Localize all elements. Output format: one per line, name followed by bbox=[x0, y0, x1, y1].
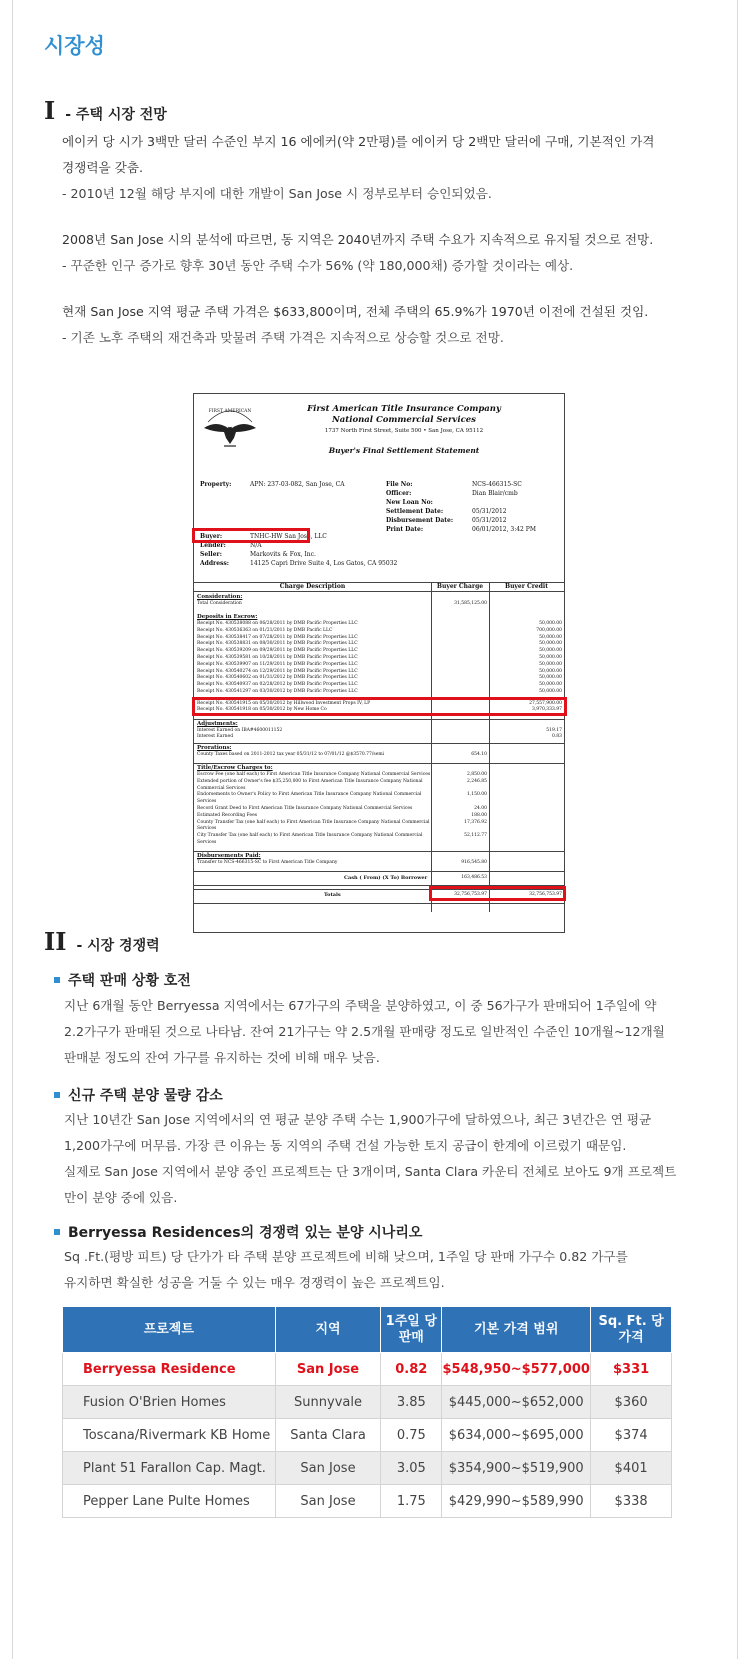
text-line: 2008년 San Jose 시의 분석에 따르면, 동 지역은 2040년까지 주택 수요가 지속적으로 유지될 것으로 전망. bbox=[62, 232, 654, 247]
field-row: Disbursement Date: 05/31/2012 bbox=[386, 517, 507, 524]
totals-charge: 32,756,753.97 bbox=[454, 892, 487, 897]
cell-price-range: $354,900~$519,900 bbox=[442, 1452, 591, 1485]
header-price-range: 기본 가격 범위 bbox=[442, 1307, 591, 1353]
col-desc: Charge Description bbox=[194, 583, 431, 592]
cell-region: Sunnyvale bbox=[275, 1386, 381, 1419]
cell-project: Pepper Lane Pulte Homes bbox=[63, 1485, 276, 1518]
cell-sqft-price: $331 bbox=[591, 1353, 672, 1386]
pro-row: County Taxes based on 2011-2012 tax year 05/31/12 to 07/01/12 @$3570.77/semi bbox=[197, 752, 385, 757]
statement-header bbox=[194, 394, 564, 577]
cell-price-range: $634,000~$695,000 bbox=[442, 1419, 591, 1452]
deposit-value: 50,000.00 bbox=[539, 661, 562, 667]
deposit-value: 50,000.00 bbox=[539, 655, 562, 660]
bullet-square-icon bbox=[54, 1229, 60, 1235]
disbursements-heading: Disbursements Paid: bbox=[197, 853, 261, 859]
statement-title: Buyer's Final Settlement Statement bbox=[328, 446, 480, 455]
consideration-heading: Consideration: bbox=[197, 594, 243, 600]
deposit-row: Receipt No. 430538088 on 06/28/2011 by DMB Pacific Properties LLC bbox=[197, 621, 358, 626]
bullet-2-text bbox=[64, 1107, 724, 1211]
col-charge: Buyer Charge bbox=[431, 583, 489, 592]
charges-table bbox=[194, 582, 564, 932]
highlight-value: 27,557,900.00 bbox=[529, 701, 562, 706]
cell-weekly-sales: 3.05 bbox=[381, 1452, 442, 1485]
header-sqft-price: Sq. Ft. 당 가격 bbox=[591, 1307, 672, 1353]
title-escrow-row: Extended portion of Owner's fee $35,250,000 to First American Title Insurance Company National bbox=[197, 778, 423, 784]
right-fields bbox=[386, 480, 536, 534]
company-address: 1737 North First Street, Suite 500 • San Jose, CA 95112 bbox=[324, 428, 484, 434]
title-escrow-value: 17,376.92 bbox=[464, 819, 487, 825]
cell-region: Santa Clara bbox=[275, 1419, 381, 1452]
cell-project: Berryessa Residence bbox=[63, 1353, 276, 1386]
deposit-row: Receipt No. 430540602 on 01/31/2012 by DMB Pacific Properties LLC bbox=[197, 675, 358, 681]
cell-price-range: $445,000~$652,000 bbox=[442, 1386, 591, 1419]
deposit-value: 50,000.00 bbox=[539, 682, 562, 688]
cell-region: San Jose bbox=[275, 1485, 381, 1518]
title-escrow-row: Services bbox=[197, 826, 217, 832]
section-1-para-3 bbox=[62, 299, 722, 351]
cell-price-range: $429,990~$589,990 bbox=[442, 1485, 591, 1518]
table-row bbox=[63, 1419, 672, 1452]
section-2-title: - 시장 경쟁력 bbox=[76, 938, 160, 954]
text-line: - 꾸준한 인구 증가로 향후 30년 동안 주택 수가 56% (약 180,000채) 증가할 것이라는 예상. bbox=[62, 258, 574, 273]
buyer-highlight-box bbox=[192, 528, 310, 543]
text-line: 현재 San Jose 지역 평균 주택 가격은 $633,800이며, 전체 주택의 65.9%가 1970년 이전에 건설된 것임. bbox=[62, 304, 649, 319]
text-line: 유지하면 확실한 성공을 거둘 수 있는 매우 경쟁력이 높은 프로젝트임. bbox=[64, 1275, 445, 1290]
bullet-square-icon bbox=[54, 1092, 60, 1098]
text-line: 지난 6개월 동안 Berryessa 지역에서는 67가구의 주택을 분양하였고, 이 중 56가구가 판매되어 1주일에 약 bbox=[64, 998, 657, 1013]
text-line: - 기존 노후 주택의 재건축과 맞물려 주택 가격은 지속적으로 상승할 것으로 전망. bbox=[62, 330, 504, 345]
settlement-statement-image bbox=[193, 393, 565, 933]
title-escrow-row: City Transfer Tax (one half each) to First American Title Insurance Company National Commercial bbox=[197, 833, 423, 839]
cell-weekly-sales: 3.85 bbox=[381, 1386, 442, 1419]
lender-row: Lender: N/A bbox=[200, 542, 262, 549]
deposit-row: Receipt No. 430540937 on 02/28/2012 by DMB Pacific Properties LLC bbox=[197, 682, 358, 688]
title-escrow-heading: Title/Escrow Charges to: bbox=[197, 765, 273, 771]
bullet-1-text bbox=[64, 993, 724, 1071]
section-1-roman: I bbox=[44, 96, 56, 125]
deposit-value: 700,000.00 bbox=[536, 627, 562, 633]
cell-sqft-price: $338 bbox=[591, 1485, 672, 1518]
highlight-row: Receipt No. 430541915 on 05/30/2012 by Hillwood Investment Props IV, LP bbox=[197, 701, 371, 706]
table-row bbox=[63, 1485, 672, 1518]
title-escrow-row: Escrow Fee (one half each) to First American Title Insurance Company National Commercial Services bbox=[197, 772, 431, 777]
disb-row: Transfer to NCS-466315-SC to First American Title Company bbox=[197, 860, 338, 865]
property-value: APN: 237-03-082, San Jose, CA bbox=[250, 481, 345, 488]
disb-value: 916,545.80 bbox=[461, 860, 487, 865]
company-line-1: First American Title Insurance Company bbox=[307, 404, 501, 414]
prorations-heading: Prorations: bbox=[197, 745, 232, 751]
company-name bbox=[274, 404, 534, 426]
field-row: Officer: Dian Blair/cmb bbox=[386, 490, 518, 497]
title-escrow-value: 24.00 bbox=[474, 806, 487, 811]
bullet-3-title: Berryessa Residences의 경쟁력 있는 분양 시나리오 bbox=[68, 1225, 423, 1241]
cash-value: 163,486.53 bbox=[461, 875, 487, 880]
title-escrow-row: Estimated Recording Fees bbox=[197, 812, 258, 818]
bullet-2 bbox=[54, 1085, 223, 1105]
cell-project: Toscana/Rivermark KB Home bbox=[63, 1419, 276, 1452]
deposit-value: 50,000.00 bbox=[539, 648, 562, 654]
title-escrow-value: 2,850.00 bbox=[466, 772, 487, 777]
totals-highlight-box bbox=[429, 886, 566, 901]
section-1-para-2 bbox=[62, 227, 722, 279]
cell-price-range: $548,950~$577,000 bbox=[442, 1353, 591, 1386]
deposit-value: 50,000.00 bbox=[539, 621, 562, 626]
text-line: Sq .Ft.(평방 피트) 당 단가가 타 주택 분양 프로젝트에 비해 낮으며, 1주일 당 판매 가구수 0.82 가구를 bbox=[64, 1249, 628, 1264]
title-escrow-row: Services bbox=[197, 799, 217, 805]
bullet-1 bbox=[54, 970, 191, 990]
deposit-value: 50,000.00 bbox=[539, 675, 562, 681]
eagle-seal-icon bbox=[202, 402, 258, 454]
header-project: 프로젝트 bbox=[63, 1307, 276, 1353]
cell-sqft-price: $401 bbox=[591, 1452, 672, 1485]
adj-value: 519.17 bbox=[546, 728, 562, 733]
table-row bbox=[63, 1353, 672, 1386]
text-line: 실제로 San Jose 지역에서 분양 중인 프로젝트는 단 3개이며, Santa Clara 카운티 전체로 보아도 9개 프로젝트 bbox=[64, 1164, 677, 1179]
cell-project: Fusion O'Brien Homes bbox=[63, 1386, 276, 1419]
cell-weekly-sales: 0.82 bbox=[381, 1353, 442, 1386]
deposit-row: Receipt No. 430538417 on 07/28/2011 by DMB Pacific Properties LLC bbox=[197, 634, 358, 640]
text-line: 판매분 정도의 잔여 가구를 유지하는 것에 비해 매우 낮음. bbox=[64, 1050, 380, 1065]
cell-weekly-sales: 1.75 bbox=[381, 1485, 442, 1518]
text-line: - 2010년 12월 해당 부지에 대한 개발이 San Jose 시 정부로부터 승인되었음. bbox=[62, 186, 492, 201]
bullet-3 bbox=[54, 1222, 422, 1242]
bullet-3-text bbox=[64, 1244, 724, 1296]
cell-project: Plant 51 Farallon Cap. Magt. bbox=[63, 1452, 276, 1485]
deposit-value: 50,000.00 bbox=[539, 689, 562, 694]
section-2-heading bbox=[44, 927, 160, 956]
cell-region: San Jose bbox=[275, 1452, 381, 1485]
seller-address-row: Address: 14125 Capri Drive Suite 4, Los Gatos, CA 95032 bbox=[200, 560, 398, 567]
totals-credit: 32,756,753.97 bbox=[529, 892, 562, 897]
field-row: Settlement Date: 05/31/2012 bbox=[386, 508, 507, 515]
title-escrow-value: 188.00 bbox=[471, 812, 487, 818]
title-escrow-row: County Transfer Tax (one half each) to First American Title Insurance Company National Commercial bbox=[197, 819, 430, 825]
company-line-2: National Commercial Services bbox=[332, 415, 476, 425]
consideration-row: Total Consideration bbox=[197, 601, 242, 606]
highlight-value: 3,970,333.97 bbox=[531, 707, 562, 712]
deposit-row: Receipt No. 430541297 on 03/30/2012 by DMB Pacific Properties LLC bbox=[197, 689, 358, 694]
text-line: 경쟁력을 갖춤. bbox=[62, 160, 143, 175]
deposit-value: 50,000.00 bbox=[539, 668, 562, 674]
table-row bbox=[63, 1386, 672, 1419]
title-escrow-value: 1,150.00 bbox=[466, 792, 487, 798]
seal-text: FIRST AMERICAN bbox=[208, 409, 252, 414]
field-row: Print Date: 06/01/2012, 3:42 PM bbox=[386, 526, 536, 533]
text-line: 만이 분양 중에 있음. bbox=[64, 1190, 178, 1205]
text-line: 지난 10년간 San Jose 지역에서의 연 평균 분양 주택 수는 1,900가구에 달하였으나, 최근 3년간은 연 평균 bbox=[64, 1112, 652, 1127]
pro-value: 654.10 bbox=[471, 752, 487, 757]
table-row bbox=[63, 1452, 672, 1485]
deposit-row: Receipt No. 430536363 on 01/21/2011 by DMB Pacific LLC bbox=[197, 627, 333, 633]
cash-label: Cash ( From) (X To) Borrower bbox=[344, 875, 428, 881]
adj-row: Interest Earned bbox=[197, 734, 234, 739]
cell-weekly-sales: 0.75 bbox=[381, 1419, 442, 1452]
bullet-2-title: 신규 주택 분양 물량 감소 bbox=[68, 1088, 223, 1104]
totals-label: Totals bbox=[324, 892, 341, 898]
header-weekly-sales: 1주일 당 판매 bbox=[381, 1307, 442, 1353]
deposit-row: Receipt No. 430539209 on 09/29/2011 by DMB Pacific Properties LLC bbox=[197, 648, 358, 654]
deposit-highlight-box bbox=[192, 697, 567, 716]
consideration-value: 31,585,125.00 bbox=[454, 601, 487, 606]
text-line: 2.2가구가 판매된 것으로 나타남. 잔여 21가구는 약 2.5개월 판매량 정도로 일반적인 수준인 10개월~12개월 bbox=[64, 1024, 665, 1039]
adj-row: Interest Earned on IBA#4600011152 bbox=[197, 728, 283, 733]
title-escrow-row: Commercial Services bbox=[197, 785, 246, 791]
bullet-1-title: 주택 판매 상황 호전 bbox=[68, 973, 191, 989]
adjustments-heading: Adjustments: bbox=[197, 721, 238, 727]
text-line: 에이커 당 시가 3백만 달러 수준인 부지 16 에에커(약 2만평)를 에이커 당 2백만 달러에 구매, 기본적인 가격 bbox=[62, 134, 655, 149]
text-line: 1,200가구에 머무름. 가장 큰 이유는 동 지역의 주택 건설 가능한 토지 공급이 한계에 이르렀기 때문임. bbox=[64, 1138, 627, 1153]
title-escrow-row: Services bbox=[197, 840, 217, 845]
field-row: File No: NCS-466315-SC bbox=[386, 481, 522, 488]
seller-row: Seller: Markovits & Fox, Inc. bbox=[200, 551, 316, 558]
section-2-roman: II bbox=[44, 927, 67, 956]
title-escrow-value: 2,246.85 bbox=[466, 778, 487, 784]
section-1-para-1 bbox=[62, 129, 722, 207]
section-1-title: - 주택 시장 전망 bbox=[65, 107, 167, 123]
property-label: Property: bbox=[200, 481, 232, 488]
header-region: 지역 bbox=[275, 1307, 381, 1353]
adj-value: 0.83 bbox=[551, 734, 562, 739]
buyer-row: Buyer: TNHC-HW San Jose, LLC bbox=[200, 533, 327, 540]
deposit-value: 50,000.00 bbox=[539, 641, 562, 647]
deposit-value: 50,000.00 bbox=[539, 634, 562, 640]
title-escrow-row: Endorsements to Owner's Policy to First American Title Insurance Company National Commercial bbox=[197, 792, 422, 798]
title-escrow-row: Record Grant Deed to First American Title Insurance Company National Commercial Services bbox=[197, 806, 413, 811]
cell-region: San Jose bbox=[275, 1353, 381, 1386]
cell-sqft-price: $374 bbox=[591, 1419, 672, 1452]
deposit-row: Receipt No. 430540274 on 12/29/2011 by DMB Pacific Properties LLC bbox=[197, 668, 358, 674]
col-credit: Buyer Credit bbox=[489, 583, 564, 592]
table-header-row bbox=[63, 1307, 672, 1353]
deposit-row: Receipt No. 430538831 on 08/30/2011 by DMB Pacific Properties LLC bbox=[197, 641, 358, 647]
highlight-row: Receipt No. 430541918 on 05/30/2012 by New Home Co bbox=[197, 707, 327, 712]
deposits-heading: Deposits in Escrow: bbox=[197, 614, 258, 620]
comparison-table bbox=[62, 1306, 672, 1518]
page-title: 시장성 bbox=[44, 34, 105, 58]
deposit-row: Receipt No. 430539581 on 10/28/2011 by DMB Pacific Properties LLC bbox=[197, 655, 358, 660]
field-row: New Loan No: bbox=[386, 499, 433, 506]
bullet-square-icon bbox=[54, 977, 60, 983]
section-1-heading bbox=[44, 96, 167, 125]
property-field bbox=[200, 480, 345, 489]
title-escrow-value: 52,112.77 bbox=[464, 833, 487, 839]
deposit-row: Receipt No. 430539907 on 11/29/2011 by DMB Pacific Properties LLC bbox=[197, 661, 358, 667]
cell-sqft-price: $360 bbox=[591, 1386, 672, 1419]
